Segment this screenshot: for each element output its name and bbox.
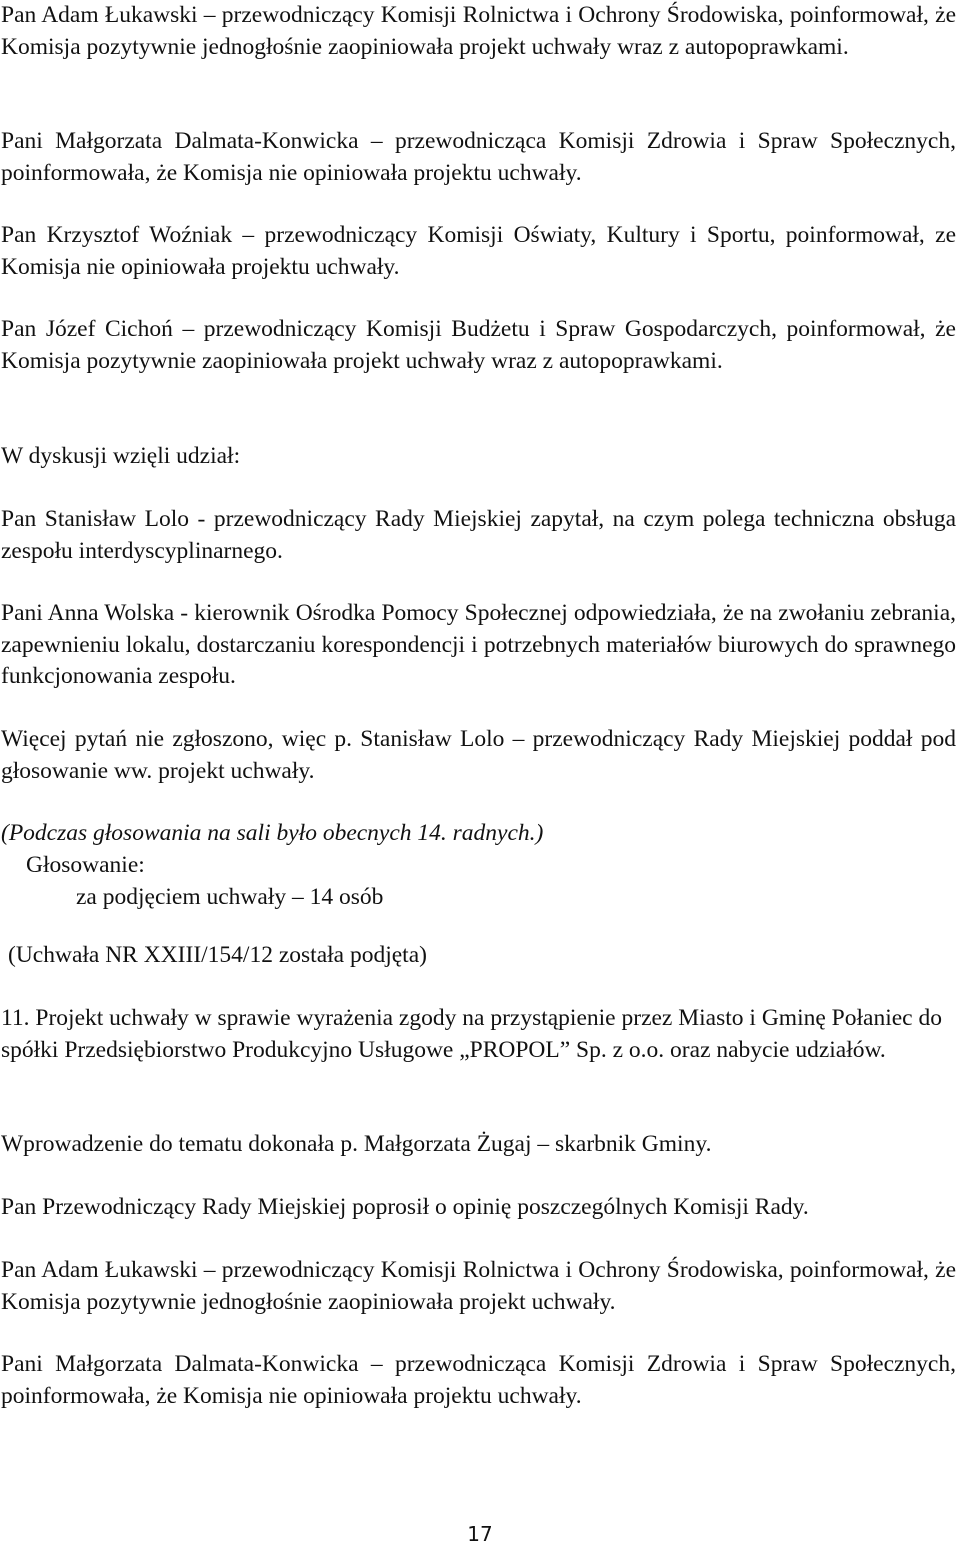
paragraph-chair-request: Pan Przewodniczący Rady Miejskiej poprosił o opinię poszczególnych Komisji Rady.: [1, 1194, 809, 1220]
paragraph-lolo-question: Pan Stanisław Lolo - przewodniczący Rady Miejskiej zapytał, na czym polega techniczna obsługa zespołu interdyscyplinarnego.: [1, 506, 956, 564]
paragraph-dalmata-konwicka-opinion-1: Pani Małgorzata Dalmata-Konwicka – przewodnicząca Komisji Zdrowia i Spraw Społecznych, poinformowała, że Komisja nie opiniowała projektu uchwały.: [1, 128, 956, 186]
paragraph-cichon-opinion: Pan Józef Cichoń – przewodniczący Komisji Budżetu i Spraw Gospodarczych, poinformował, że Komisja pozytywnie zaopiniowała projekt uchwały wraz z autopoprawkami.: [1, 316, 956, 374]
paragraph-vote-call: Więcej pytań nie zgłoszono, więc p. Stanisław Lolo – przewodniczący Rady Miejskiej poddał pod głosowanie ww. projekt uchwały.: [1, 726, 956, 784]
paragraph-lukawski-opinion-1: Pan Adam Łukawski – przewodniczący Komisji Rolnictwa i Ochrony Środowiska, poinformował, że Komisja pozytywnie jednogłośnie zaopiniowała projekt uchwały wraz z autopoprawkami.: [1, 2, 956, 60]
paragraph-lukawski-opinion-2: Pan Adam Łukawski – przewodniczący Komisji Rolnictwa i Ochrony Środowiska, poinformował, że Komisja pozytywnie jednogłośnie zaopiniowała projekt uchwały.: [1, 1257, 956, 1315]
paragraph-zugaj-introduction: Wprowadzenie do tematu dokonała p. Małgorzata Żugaj – skarbnik Gminy.: [1, 1131, 712, 1157]
agenda-item-11: 11. Projekt uchwały w sprawie wyrażenia zgody na przystąpienie przez Miasto i Gminę Połaniec do spółki Przedsiębiorstwo Produkcyjno Usługowe „PROPOL” Sp. z o.o. oraz nabycie udziałów.: [1, 1005, 942, 1063]
page-number: 17: [467, 1522, 493, 1546]
discussion-heading: W dyskusji wzięli udział:: [1, 443, 241, 469]
voting-label: Głosowanie:: [26, 852, 145, 878]
paragraph-dalmata-konwicka-opinion-2: Pani Małgorzata Dalmata-Konwicka – przewodnicząca Komisji Zdrowia i Spraw Społecznych, poinformowała, że Komisja nie opiniowała projektu uchwały.: [1, 1351, 956, 1409]
paragraph-wozniak-opinion: Pan Krzysztof Woźniak – przewodniczący Komisji Oświaty, Kultury i Sportu, poinformował, ze Komisja nie opiniowała projektu uchwały.: [1, 222, 956, 280]
attendance-note: (Podczas głosowania na sali było obecnych 14. radnych.): [1, 820, 544, 846]
resolution-adopted: (Uchwała NR XXIII/154/12 została podjęta): [8, 942, 427, 968]
voting-result: za podjęciem uchwały – 14 osób: [76, 884, 384, 910]
paragraph-wolska-answer: Pani Anna Wolska - kierownik Ośrodka Pomocy Społecznej odpowiedziała, że na zwołaniu zebrania, zapewnieniu lokalu, dostarczaniu korespondencji i potrzebnych materiałów biurowych do sprawnego funkcjonowania zespołu.: [1, 600, 956, 689]
